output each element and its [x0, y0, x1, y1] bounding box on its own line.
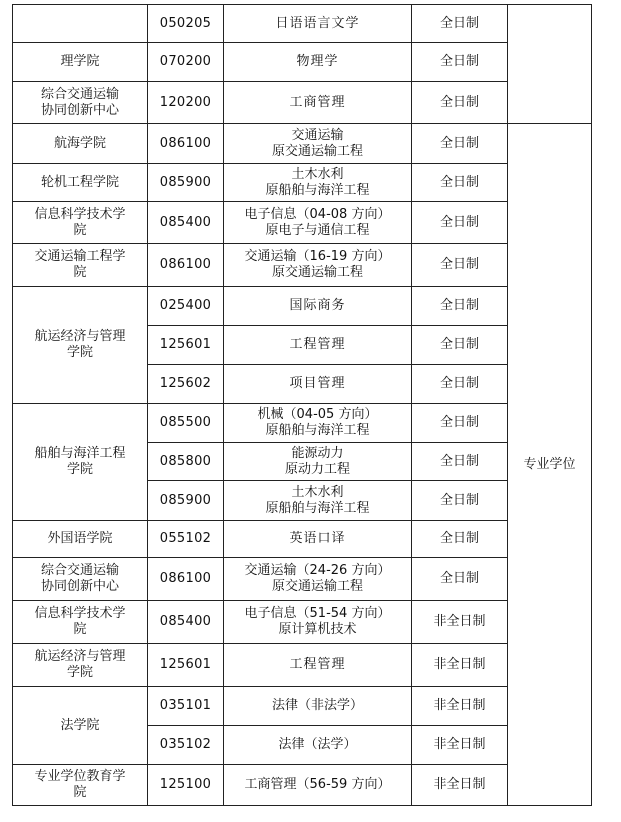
major-cell: 交通运输 原交通运输工程 — [224, 124, 412, 164]
mode-cell: 全日制 — [412, 82, 508, 124]
college-cell: 法学院 — [13, 687, 148, 765]
mode-cell: 全日制 — [412, 244, 508, 287]
mode-cell: 全日制 — [412, 164, 508, 202]
mode-cell: 非全日制 — [412, 601, 508, 644]
mode-cell: 全日制 — [412, 287, 508, 326]
code-cell: 055102 — [148, 521, 224, 558]
table-row — [13, 124, 592, 164]
major-cell: 项目管理 — [224, 365, 412, 404]
major-cell: 交通运输（24-26 方向） 原交通运输工程 — [224, 558, 412, 601]
code-cell: 035102 — [148, 726, 224, 765]
major-cell: 工程管理 — [224, 326, 412, 365]
major-cell: 日语语言文学 — [224, 5, 412, 43]
college-cell — [13, 5, 148, 43]
mode-cell: 非全日制 — [412, 644, 508, 687]
major-cell: 机械（04-05 方向） 原船舶与海洋工程 — [224, 404, 412, 443]
code-cell: 035101 — [148, 687, 224, 726]
college-cell: 信息科学技术学 院 — [13, 601, 148, 644]
table-row — [13, 287, 592, 326]
table-row — [13, 687, 592, 726]
major-cell: 电子信息（04-08 方向） 原电子与通信工程 — [224, 202, 412, 244]
college-cell: 轮机工程学院 — [13, 164, 148, 202]
table-row — [13, 164, 592, 202]
major-cell: 法律（非法学） — [224, 687, 412, 726]
college-cell: 航海学院 — [13, 124, 148, 164]
degree-type-cell: 专业学位 — [508, 124, 592, 806]
degree-type-cell — [508, 5, 592, 124]
mode-cell: 全日制 — [412, 443, 508, 481]
college-cell: 综合交通运输 协同创新中心 — [13, 558, 148, 601]
mode-cell: 全日制 — [412, 43, 508, 82]
table-row — [13, 5, 592, 43]
mode-cell: 全日制 — [412, 124, 508, 164]
code-cell: 125602 — [148, 365, 224, 404]
college-cell: 交通运输工程学 院 — [13, 244, 148, 287]
table-row — [13, 404, 592, 443]
major-cell: 国际商务 — [224, 287, 412, 326]
code-cell: 025400 — [148, 287, 224, 326]
major-cell: 工程管理 — [224, 644, 412, 687]
table-row — [13, 765, 592, 806]
mode-cell: 全日制 — [412, 5, 508, 43]
code-cell: 085400 — [148, 202, 224, 244]
table-row — [13, 43, 592, 82]
major-cell: 电子信息（51-54 方向） 原计算机技术 — [224, 601, 412, 644]
code-cell: 085400 — [148, 601, 224, 644]
mode-cell: 非全日制 — [412, 726, 508, 765]
table-row — [13, 558, 592, 601]
code-cell: 086100 — [148, 558, 224, 601]
mode-cell: 全日制 — [412, 365, 508, 404]
code-cell: 125601 — [148, 326, 224, 365]
code-cell: 085900 — [148, 481, 224, 521]
table-row — [13, 644, 592, 687]
code-cell: 125601 — [148, 644, 224, 687]
mode-cell: 非全日制 — [412, 765, 508, 806]
code-cell: 070200 — [148, 43, 224, 82]
table-row — [13, 601, 592, 644]
college-cell: 航运经济与管理 学院 — [13, 287, 148, 404]
code-cell: 085900 — [148, 164, 224, 202]
mode-cell: 全日制 — [412, 481, 508, 521]
program-table — [12, 4, 592, 806]
code-cell: 086100 — [148, 124, 224, 164]
major-cell: 工商管理 — [224, 82, 412, 124]
mode-cell: 全日制 — [412, 404, 508, 443]
major-cell: 能源动力 原动力工程 — [224, 443, 412, 481]
code-cell: 050205 — [148, 5, 224, 43]
major-cell: 法律（法学） — [224, 726, 412, 765]
college-cell: 专业学位教育学 院 — [13, 765, 148, 806]
major-cell: 土木水利 原船舶与海洋工程 — [224, 481, 412, 521]
college-cell: 航运经济与管理 学院 — [13, 644, 148, 687]
major-cell: 物理学 — [224, 43, 412, 82]
college-cell: 综合交通运输 协同创新中心 — [13, 82, 148, 124]
major-cell: 土木水利 原船舶与海洋工程 — [224, 164, 412, 202]
code-cell: 085500 — [148, 404, 224, 443]
mode-cell: 全日制 — [412, 558, 508, 601]
code-cell: 085800 — [148, 443, 224, 481]
major-cell: 工商管理（56-59 方向） — [224, 765, 412, 806]
college-cell: 理学院 — [13, 43, 148, 82]
major-cell: 交通运输（16-19 方向） 原交通运输工程 — [224, 244, 412, 287]
college-cell: 外国语学院 — [13, 521, 148, 558]
table-row — [13, 521, 592, 558]
mode-cell: 非全日制 — [412, 687, 508, 726]
college-cell: 信息科学技术学 院 — [13, 202, 148, 244]
table-row — [13, 82, 592, 124]
mode-cell: 全日制 — [412, 202, 508, 244]
code-cell: 125100 — [148, 765, 224, 806]
code-cell: 086100 — [148, 244, 224, 287]
college-cell: 船舶与海洋工程 学院 — [13, 404, 148, 521]
mode-cell: 全日制 — [412, 326, 508, 365]
table-row — [13, 244, 592, 287]
code-cell: 120200 — [148, 82, 224, 124]
major-cell: 英语口译 — [224, 521, 412, 558]
mode-cell: 全日制 — [412, 521, 508, 558]
table-row — [13, 202, 592, 244]
